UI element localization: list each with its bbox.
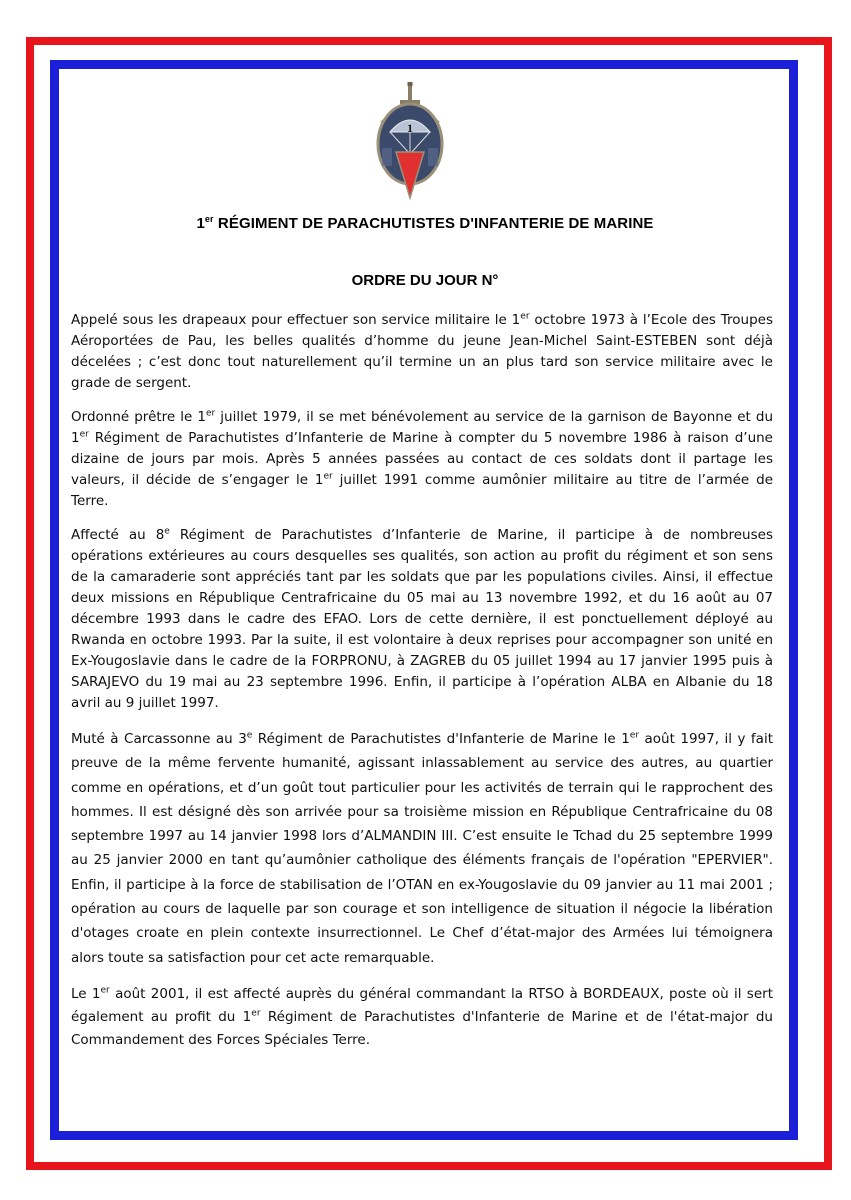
paragraph-3: Affecté au 8e Régiment de Parachutistes d’Infanterie de Marine, il participe à de nombreuses opérations extérieures au cours desquelles ses qualités, son action au profit du régiment et son sens de la camaraderie sont appréciés tant par les soldats que par les populations civiles. Ainsi, il effectue deux missions en République Centrafricaine du 05 mai au 13 novembre 1992, et du 16 août au 07 décembre 1993 dans le cadre des EFAO. Lors de cette dernière, il est ponctuellement déployé au Rwanda en octobre 1993. Par la suite, il est volontaire à deux reprises pour accompagner son unité en Ex-Yougoslavie dans le cadre de la FORPRONU, à ZAGREB du 05 juillet 1994 au 17 janvier 1995 puis à SARAJEVO du 19 mai au 23 septembre 1996. Enfin, il participe à l’opération ALBA en Albanie du 18 avril au 9 juillet 1997. <box>71 526 773 711</box>
page-title: 1er RÉGIMENT DE PARACHUTISTES D'INFANTERIE DE MARINE <box>196 214 654 232</box>
paragraph-1: Appelé sous les drapeaux pour effectuer son service militaire le 1er octobre 1973 à l’Ecole des Troupes Aéroportées de Pau, les belles qualités d’homme du jeune Jean-Michel Saint-ESTEBEN sont déjà décelées ; c’est donc tout naturellement qu’il termine un an plus tard son service militaire avec le grade de sergent. <box>71 311 774 391</box>
paragraph-5: Le 1er août 2001, il est affecté auprès du général commandant la RTSO à BORDEAUX, poste où il sert également au profit du 1er Régiment de Parachutistes d'Infanterie de Marine et de l'état-major du Commandement des Forces Spéciales Terre. <box>71 985 773 1048</box>
insignia-left-band <box>382 148 392 166</box>
document-body <box>71 310 773 1065</box>
insignia-number: 1 <box>407 121 413 135</box>
regiment-insignia-icon <box>372 82 448 200</box>
page-subtitle: ORDRE DU JOUR N° <box>351 272 499 289</box>
paragraph-4: Muté à Carcassonne au 3e Régiment de Parachutistes d'Infanterie de Marine le 1er août 1997, il y fait preuve de la même fervente humanité, agissant inlassablement au service des autres, au quartier comme en opérations, et d’un goût tout particulier pour les activités de terrain qui le rapprochent des hommes. Il est désigné dès son arrivée pour sa troisième mission en République Centrafricaine du 08 septembre 1997 au 14 janvier 1998 lors d’ALMANDIN III. C’est ensuite le Tchad du 25 septembre 1999 au 25 janvier 2000 en tant qu’aumônier catholique des éléments français de l'opération "EPERVIER". Enfin, il participe à la force de stabilisation de l’OTAN en ex-Yougoslavie du 09 janvier au 11 mai 2001 ; opération au cours de laquelle par son courage et son intelligence de situation il négocie la libération d'otages croate en plein contexte insurrectionnel. Le Chef d’état-major des Armées lui témoignera alors toute sa satisfaction pour cet acte remarquable. <box>71 730 773 966</box>
paragraph-2: Ordonné prêtre le 1er juillet 1979, il se met bénévolement au service de la garnison de Bayonne et du 1er Régiment de Parachutistes d’Infanterie de Marine à compter du 5 novembre 1986 à raison d’une dizaine de jours par mois. Après 5 années passées au contact de ces soldats dont il partage les valeurs, il décide de s’engager le 1er juillet 1991 comme aumônier militaire au titre de l’armée de Terre. <box>71 408 774 509</box>
dagger-pommel <box>408 82 413 86</box>
insignia-right-band <box>428 148 438 166</box>
